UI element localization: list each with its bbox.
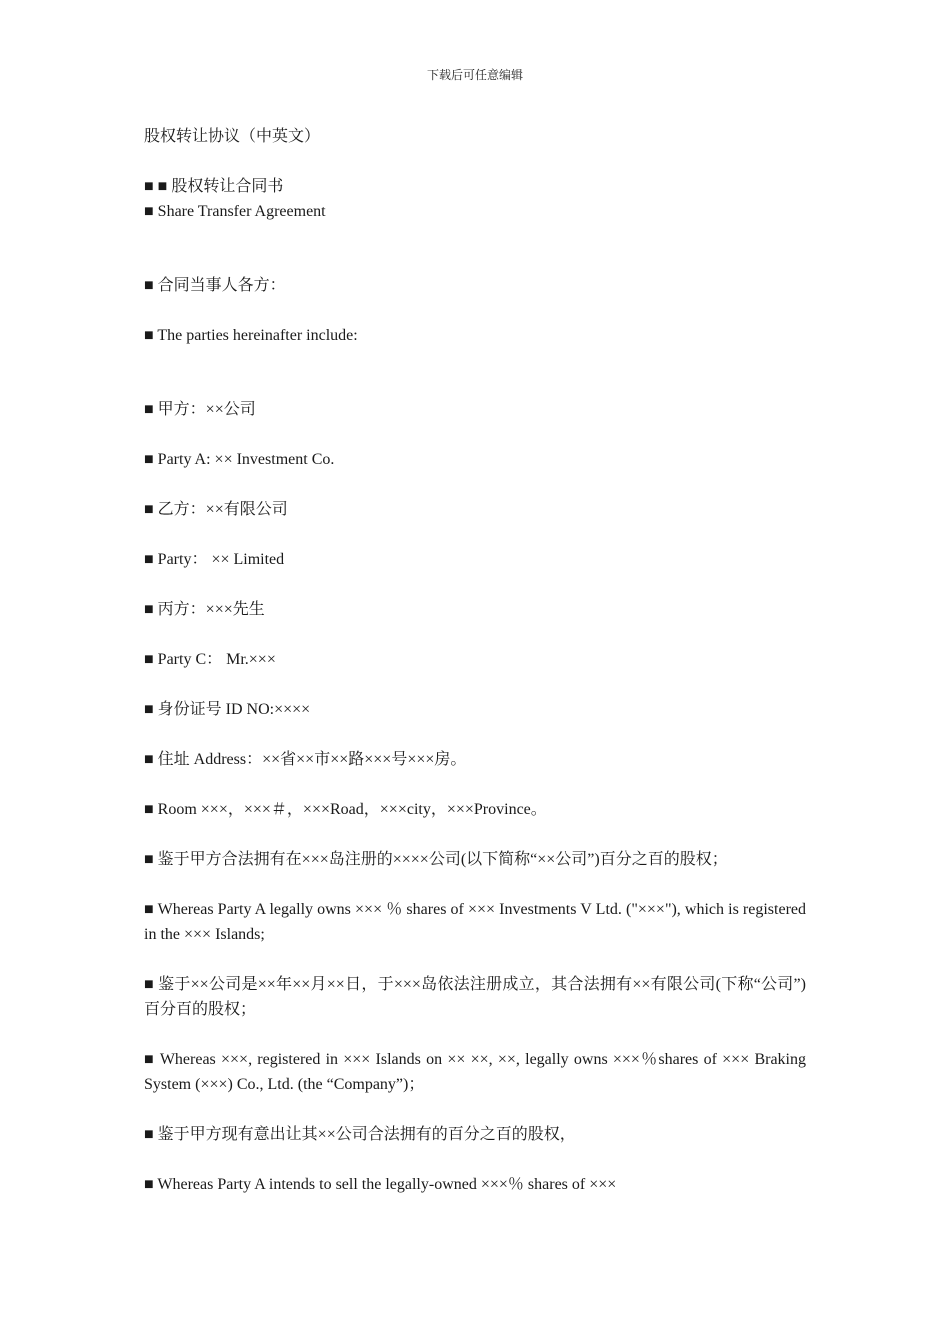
paragraph-party-a-en: ■ Party A: ×× Investment Co. — [144, 451, 335, 468]
paragraph-party-c-en: ■ Party C： Mr.××× — [144, 651, 276, 668]
paragraph-whereas-3-cn: ■ 鉴于甲方现有意出让其××公司合法拥有的百分之百的股权， — [144, 1126, 576, 1143]
paragraph-parties-cn: ■ 合同当事人各方： — [144, 277, 286, 294]
paragraph-contract-title-en: ■ Share Transfer Agreement — [144, 203, 326, 220]
paragraph-party-a-cn: ■ 甲方：××公司 — [144, 401, 256, 418]
paragraph-party-c-cn: ■ 丙方：×××先生 — [144, 601, 265, 618]
document-body — [144, 124, 806, 1222]
paragraph-whereas-3-en: ■ Whereas Party A intends to sell the legally-owned ×××％ shares of ××× — [144, 1176, 617, 1193]
paragraph-address-cn: ■ 住址 Address：××省××市××路×××号×××房。 — [144, 751, 467, 768]
paragraph-party-b-cn: ■ 乙方：××有限公司 — [144, 501, 288, 518]
paragraph-party-b-en: ■ Party： ×× Limited — [144, 551, 285, 568]
page-header: 下载后可任意编辑 — [426, 68, 523, 82]
paragraph-contract-title-cn: ■ ■ 股权转让合同书 — [144, 178, 284, 195]
paragraph-whereas-1-en: ■ Whereas Party A legally owns ××× ％ shares of ××× Investments V Ltd. ("×××"), which is registered in the ××× Islands; — [144, 901, 806, 943]
paragraph-whereas-2-cn: ■ 鉴于××公司是××年××月××日，于×××岛依法注册成立，其合法拥有××有限公司(下称“公司”)百分百的股权； — [144, 976, 806, 1018]
paragraph-id-number: ■ 身份证号 ID NO:×××× — [144, 701, 311, 718]
paragraph-parties-en: ■ The parties hereinafter include: — [144, 327, 358, 344]
document-title: 股权转让协议（中英文） — [144, 128, 321, 145]
paragraph-whereas-2-en: ■ Whereas ×××, registered in ××× Islands on ×× ××, ××, legally owns ×××％shares of ××× Braking System (×××) Co., Ltd. (the “Company”)； — [144, 1051, 806, 1093]
paragraph-address-en: ■ Room ×××，×××＃，×××Road，×××city，×××Province。 — [144, 801, 547, 818]
paragraph-whereas-1-cn: ■ 鉴于甲方合法拥有在×××岛注册的××××公司(以下简称“××公司”)百分之百的股权； — [144, 851, 728, 868]
